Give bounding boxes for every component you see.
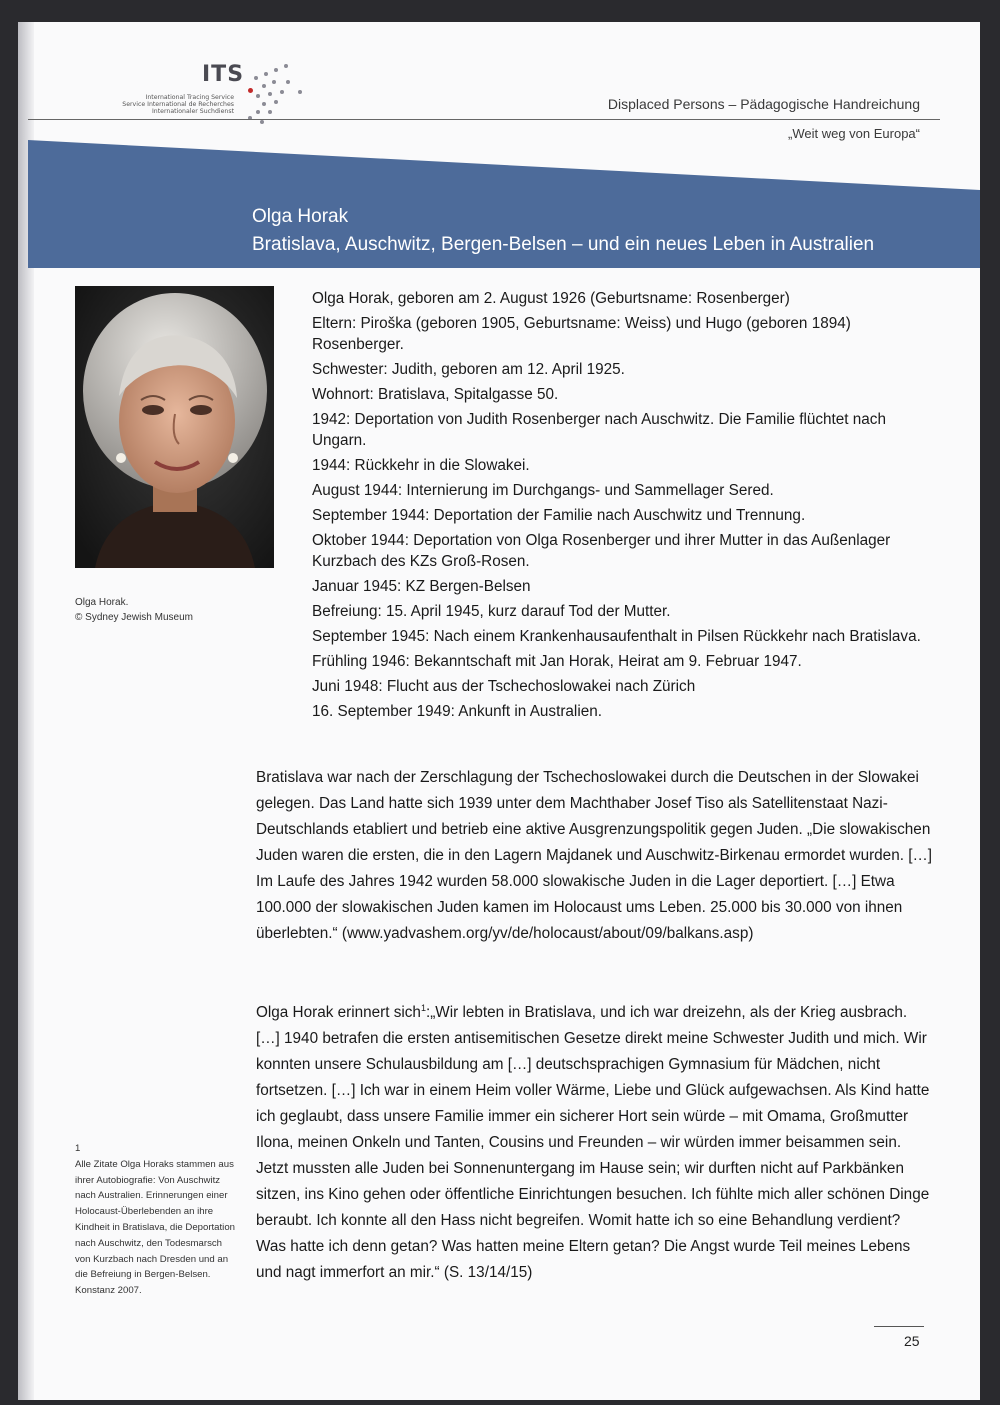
- timeline-item: Wohnort: Bratislava, Spitalgasse 50.: [312, 386, 559, 403]
- caption-name: Olga Horak.: [75, 597, 129, 608]
- header-title: Displaced Persons – Pädagogische Handreichung: [607, 96, 920, 112]
- body-paragraph-1: Bratislava war nach der Zerschlagung der Tschechoslowakei durch die Deutschen in der Slowakei gelegen. Das Land hatte sich 1939 unter dem Machthaber Josef Tiso als Satellitenstaat Nazi-Deutschlands etabliert und betrieb eine aktive Ausgrenzungspolitik gegen Juden. „Die slowakischen Juden waren die ersten, die in den Lagern Majdanek und Auschwitz-Birkenau ermordet wurden. […] Im Laufe des Jahres 1942 wurden 58.000 slowakische Juden in die Lager deportiert. […] Etwa 100.000 der slowakischen Juden kamen im Holocaust ums Leben. 25.000 bis 30.000 von ihnen überlebten.“ (www.yadvashem.org/yv/de/holocaust/about/09/balkans.asp): [256, 769, 932, 942]
- timeline-item: Schwester: Judith, geboren am 12. April 1925.: [312, 361, 625, 378]
- timeline-item: Befreiung: 15. April 1945, kurz darauf Tod der Mutter.: [312, 603, 671, 620]
- footnote-reference[interactable]: 1: [420, 1003, 426, 1013]
- photo-caption: [75, 595, 193, 625]
- timeline-item: August 1944: Internierung im Durchgangs- und Sammellager Sered.: [312, 482, 774, 499]
- body-paragraph-2: [256, 995, 934, 1286]
- quote-lead: Olga Horak erinnert sich: [256, 1004, 421, 1022]
- footnote: [75, 1141, 235, 1299]
- timeline-item: Eltern: Piroška (geboren 1905, Geburtsname: Weiss) und Hugo (geboren 1894) Rosenberger.: [312, 315, 851, 353]
- timeline-item: 1942: Deportation von Judith Rosenberger nach Auschwitz. Die Familie flüchtet nach Ungarn.: [312, 411, 886, 449]
- logo-line-3: Internationaler Suchdienst: [151, 108, 234, 115]
- footnote-text: Alle Zitate Olga Horaks stammen aus ihrer Autobiografie: Von Auschwitz nach Australien. Erinnerungen einer Holocaust-Überlebenden an ihre Kindheit in Bratislava, die Deportation nach Auschwitz, den Todesmarsch von Kurzbach nach Dresden und an die Befreiung in Bergen-Belsen. Konstanz 2007.: [75, 1158, 235, 1297]
- logo-line-2: Service International de Recherches: [122, 101, 234, 108]
- logo-wordmark: ITS: [202, 62, 245, 87]
- banner-name: Olga Horak: [252, 206, 349, 227]
- document-page: [18, 22, 980, 1400]
- biography-timeline: [312, 288, 922, 726]
- timeline-item: Juni 1948: Flucht aus der Tschechoslowakei nach Zürich: [312, 678, 696, 695]
- header-subtitle: „Weit weg von Europa“: [788, 126, 920, 141]
- banner-subtitle: Bratislava, Auschwitz, Bergen-Belsen – und ein neues Leben in Australien: [252, 234, 875, 255]
- page-number-rule: [874, 1326, 924, 1327]
- timeline-item: September 1945: Nach einem Krankenhausaufenthalt in Pilsen Rückkehr nach Bratislava.: [312, 628, 921, 645]
- timeline-item: Frühling 1946: Bekanntschaft mit Jan Horak, Heirat am 9. Februar 1947.: [312, 653, 802, 670]
- footnote-number: 1: [75, 1143, 81, 1154]
- timeline-item: September 1944: Deportation der Familie nach Auschwitz und Trennung.: [312, 507, 806, 524]
- portrait-photo: [75, 286, 274, 568]
- logo-line-1: International Tracing Service: [145, 94, 234, 101]
- timeline-item: Oktober 1944: Deportation von Olga Rosenberger und ihrer Mutter in das Außenlager Kurzbach des KZs Groß-Rosen.: [312, 532, 891, 570]
- quote-text: :„Wir lebten in Bratislava, und ich war dreizehn, als der Krieg ausbrach. […] 1940 betrafen die ersten antisemitischen Gesetze direkt meine Schwester Judith und mich. Wir konnten unsere Schulausbildung am […] deutschsprachigen Gymnasium für Mädchen, nicht fortsetzen. […] Ich war in einem Heim voller Wärme, Liebe und Glück aufgewachsen. Als Kind hatte ich geglaubt, dass unsere Familie immer ein sicherer Hort sein würde – mit Omama, Großmutter Ilona, meinen Onkeln und Tanten, Cousins und Freunden – wir würden immer beisammen sein. Jetzt mussten alle Juden bei Sonnenuntergang im Hause sein; wir durften nicht auf Parkbänken sitzen, ins Kino gehen oder öffentliche Einrichtungen besuchen. Ich fühlte mich aller schönen Dinge beraubt. Ich konnte all den Hass nicht begreifen. Womit hatte ich so eine Behandlung verdient? Was hatte ich denn getan? Was hatten meine Eltern getan? Die Angst wurde Teil meines Lebens und nagt immerfort an mir.“ (S. 13/14/15): [256, 1004, 930, 1282]
- caption-credit: © Sydney Jewish Museum: [75, 612, 193, 623]
- timeline-item: 1944: Rückkehr in die Slowakei.: [312, 457, 530, 474]
- timeline-item: Olga Horak, geboren am 2. August 1926 (Geburtsname: Rosenberger): [312, 290, 790, 307]
- timeline-item: 16. September 1949: Ankunft in Australien.: [312, 703, 602, 720]
- timeline-item: Januar 1945: KZ Bergen-Belsen: [312, 578, 531, 595]
- page-number: 25: [904, 1333, 920, 1349]
